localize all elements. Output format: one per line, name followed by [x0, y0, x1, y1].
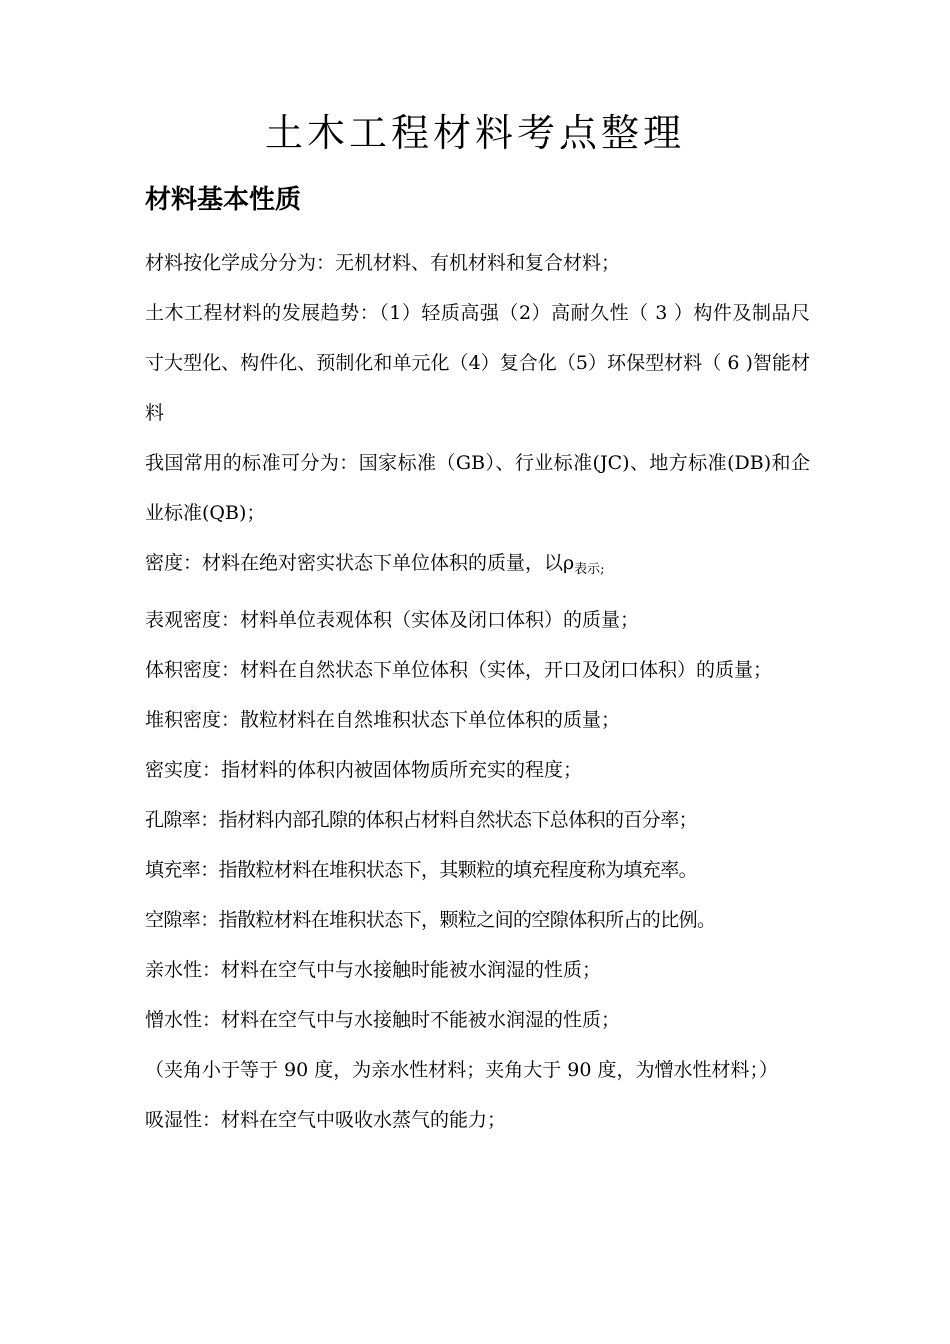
paragraph-hydrophilicity: 亲水性：材料在空气中与水接触时能被水润湿的性质； [145, 959, 602, 981]
paragraph-standards: 我国常用的标准可分为：国家标准（GB）、行业标准(JC)、地方标准(DB)和企业标准(QB)； [145, 452, 810, 524]
density-symbol-suffix: 表示; [574, 562, 605, 577]
paragraph-hygroscopicity: 吸湿性：材料在空气中吸收水蒸气的能力； [145, 1109, 507, 1131]
paragraph-packing-density: 堆积密度：散粒材料在自然堆积状态下单位体积的质量； [145, 709, 621, 731]
paragraph-hydrophobicity: 憎水性：材料在空气中与水接触时不能被水润湿的性质； [145, 1009, 621, 1031]
paragraph-development-trends: 土木工程材料的发展趋势：（1）轻质高强（2）高耐久性（ 3 ）构件及制品尺寸大型化、构件化、预制化和单元化（4）复合化（5）环保型材料（ 6 )智能材料 [145, 302, 810, 424]
paragraph-bulk-volume-density: 体积密度：材料在自然状态下单位体积（实体，开口及闭口体积）的质量； [145, 659, 773, 681]
document-title: 土木工程材料考点整理 [264, 111, 685, 155]
paragraph-porosity: 孔隙率：指材料内部孔隙的体积占材料自然状态下总体积的百分率； [145, 809, 698, 831]
paragraph-compactness: 密实度：指材料的体积内被固体物质所充实的程度； [145, 759, 583, 781]
paragraph-filling-rate: 填充率：指散粒材料在堆积状态下，其颗粒的填充程度称为填充率。 [145, 859, 698, 881]
paragraph-contact-angle-note: （夹角小于等于 90 度，为亲水性材料；夹角大于 90 度，为憎水性材料；） [145, 1059, 779, 1081]
density-definition: 密度：材料在绝对密实状态下单位体积的质量，以ρ [145, 552, 575, 574]
document-body [145, 238, 810, 1145]
section-heading: 材料基本性质 [145, 185, 302, 215]
paragraph-void-ratio: 空隙率：指散粒材料在堆积状态下，颗粒之间的空隙体积所占的比例。 [145, 909, 716, 931]
paragraph-density [145, 538, 810, 595]
paragraph-material-classification: 材料按化学成分分为：无机材料、有机材料和复合材料； [145, 252, 621, 274]
paragraph-apparent-density: 表观密度：材料单位表观体积（实体及闭口体积）的质量； [145, 609, 640, 631]
